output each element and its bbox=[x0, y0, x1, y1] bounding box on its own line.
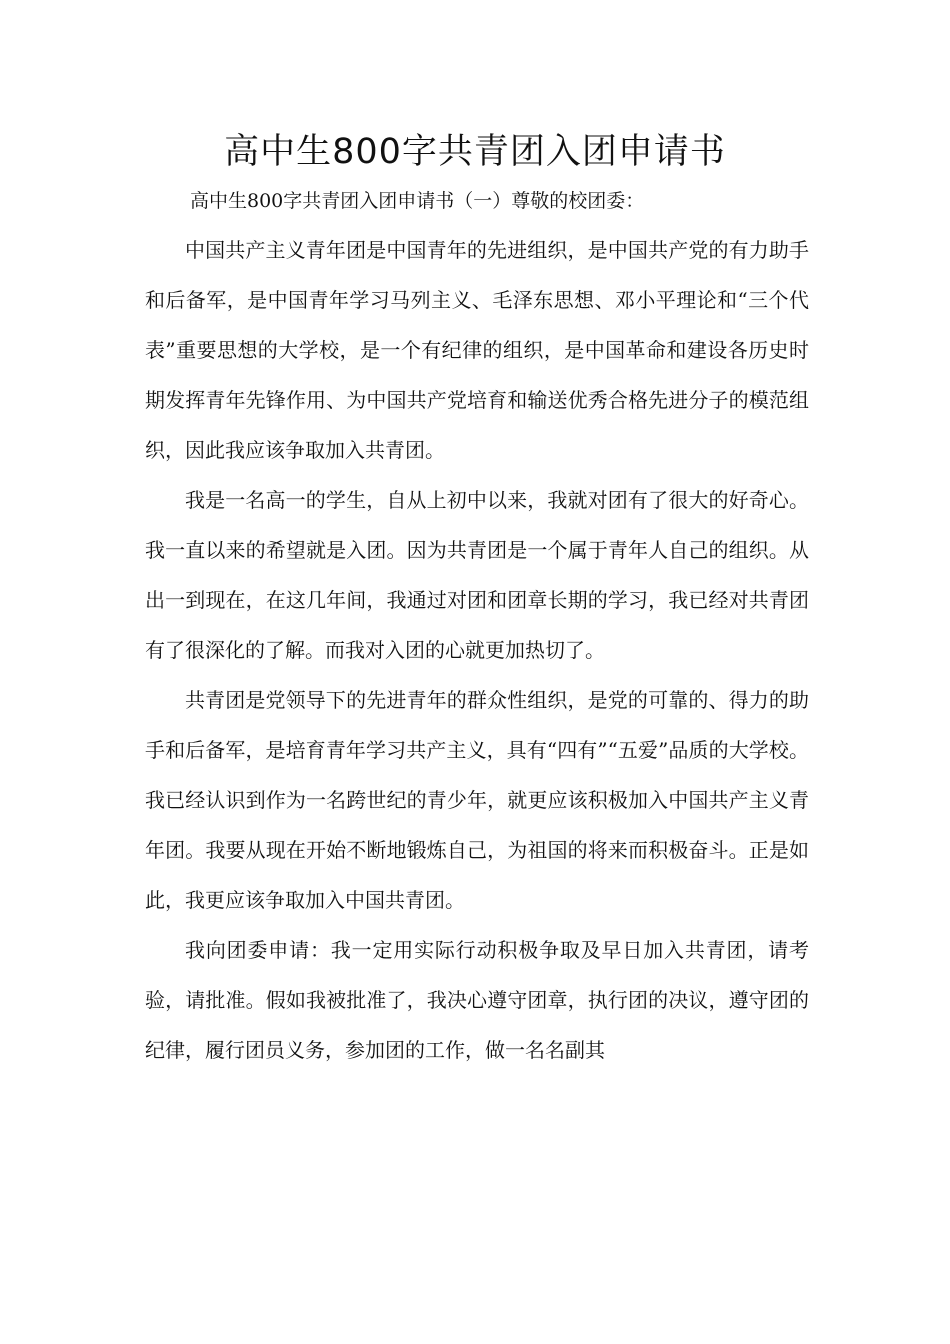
paragraph: 我向团委申请：我一定用实际行动积极争取及早日加入共青团，请考验，请批准。假如我被批准了，我决心遵守团章，执行团的决议，遵守团的纪律，履行团员义务，参加团的工作，做一名名副其 bbox=[145, 938, 809, 1062]
paragraph: 中国共产主义青年团是中国青年的先进组织，是中国共产党的有力助手和后备军，是中国青年学习马列主义、毛泽东思想、邓小平理论和“三个代表”重要思想的大学校，是一个有纪律的组织，是中国革命和建设各历史时期发挥青年先锋作用、为中国共产党培育和输送优秀合格先进分子的模范组织，因此我应该争取加入共青团。 bbox=[145, 238, 809, 462]
document-subtitle: 高中生800字共青团入团申请书（一）尊敬的校团委： bbox=[190, 190, 645, 212]
paragraph: 我是一名高一的学生，自从上初中以来，我就对团有了很大的好奇心。我一直以来的希望就是入团。因为共青团是一个属于青年人自己的组织。从出一到现在，在这几年间，我通过对团和团章长期的学习，我已经对共青团有了很深化的了解。而我对入团的心就更加热切了。 bbox=[145, 488, 809, 662]
document-body bbox=[145, 225, 809, 1075]
document-title: 高中生800字共青团入团申请书 bbox=[224, 132, 726, 172]
paragraph: 共青团是党领导下的先进青年的群众性组织，是党的可靠的、得力的助手和后备军，是培育青年学习共产主义，具有“四有”“五爱”品质的大学校。我已经认识到作为一名跨世纪的青少年，就更应该积极加入中国共产主义青年团。我要从现在开始不断地锻炼自己，为祖国的将来而积极奋斗。正是如此，我更应该争取加入中国共青团。 bbox=[145, 688, 809, 912]
